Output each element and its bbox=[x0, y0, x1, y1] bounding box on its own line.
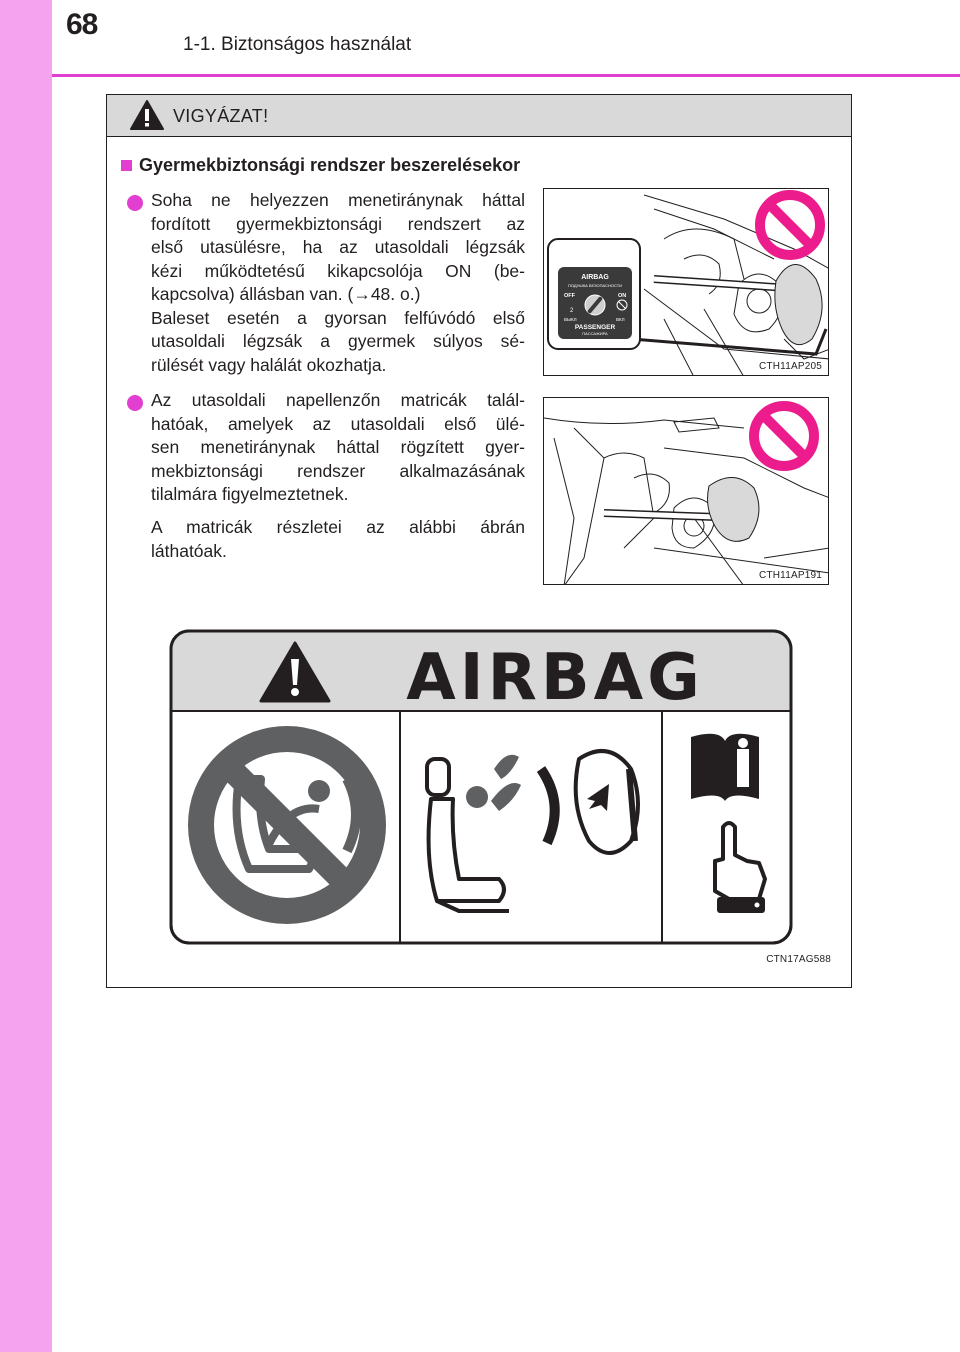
airbag-switch-illustration bbox=[543, 188, 829, 376]
warning-triangle-icon bbox=[129, 99, 165, 131]
image-code: CTN17AG588 bbox=[766, 954, 831, 965]
side-tab-band bbox=[0, 0, 52, 1352]
switch-airbag-label-ru: ПОДУШКА БЕЗОПАСНОСТИ bbox=[567, 283, 623, 288]
text-line: utasoldali légzsák a gyermek súlyos sé- bbox=[151, 331, 525, 351]
text-line: A matricák részletei az alábbi ábrán bbox=[151, 517, 525, 537]
switch-on-label: ON bbox=[618, 293, 627, 299]
switch-number-label: 2 bbox=[570, 308, 574, 314]
bullet-icon bbox=[127, 395, 143, 411]
warning-item-1-text bbox=[151, 189, 525, 377]
text-line: mekbiztonsági rendszer alkalmazásának bbox=[151, 460, 525, 481]
car-interior-visor-drawing bbox=[544, 398, 829, 585]
text-line: tilalmára figyelmeztetnek. bbox=[151, 484, 349, 504]
text-line: láthatóak. bbox=[151, 541, 227, 561]
image-code: CTH11AP205 bbox=[759, 361, 822, 372]
airbag-sticker-drawing bbox=[169, 629, 793, 945]
prohibition-icon bbox=[760, 195, 820, 255]
warning-box bbox=[106, 94, 852, 988]
section-subheading: Gyermekbiztonsági rendszer beszerelésekor bbox=[121, 155, 520, 176]
switch-off-label: OFF bbox=[564, 293, 575, 299]
airbag-sticker bbox=[169, 629, 831, 965]
sticker-title: AIRBAG bbox=[406, 641, 704, 715]
switch-off-ru-label: ВЫКЛ bbox=[564, 317, 577, 322]
section-title: 1-1. Biztonságos használat bbox=[183, 34, 412, 55]
prohibition-icon bbox=[754, 406, 814, 466]
text-line: első utasülésre, ha az utasoldali légzsák bbox=[151, 237, 525, 257]
page-number: 68 bbox=[66, 8, 98, 41]
switch-passenger-label: PASSENGER bbox=[574, 324, 616, 331]
car-interior-switch-drawing bbox=[544, 189, 829, 376]
switch-on-ru-label: ВКЛ bbox=[616, 317, 625, 322]
warning-item-2-text bbox=[151, 389, 525, 507]
text-line: Az utasoldali napellenzőn matricák talál- bbox=[151, 390, 525, 410]
text-line: fordított gyermekbiztonsági rendszert az bbox=[151, 213, 525, 234]
warning-item-2-note bbox=[151, 515, 525, 563]
text-line: sen menetiránynak háttal rögzített gyer- bbox=[151, 437, 525, 457]
switch-airbag-label: AIRBAG bbox=[581, 274, 609, 281]
bullet-icon bbox=[127, 195, 143, 211]
text-line: kézi működtetésű kikapcsolója ON (be- bbox=[151, 260, 525, 281]
text-line: Baleset esetén a gyorsan felfúvódó első bbox=[151, 307, 525, 328]
header-rule bbox=[52, 74, 960, 77]
warning-header bbox=[107, 95, 851, 137]
text-line: rülését vagy halálát okozhatja. bbox=[151, 354, 387, 375]
text-line: Soha ne helyezzen menetiránynak háttal bbox=[151, 190, 525, 210]
text-line: hatóak, amelyek az utasoldali első ülé- bbox=[151, 413, 525, 434]
no-rear-facing-child-seat-icon bbox=[201, 739, 373, 911]
square-bullet-icon bbox=[121, 160, 132, 171]
sun-visor-illustration bbox=[543, 397, 829, 585]
image-code: CTH11AP191 bbox=[759, 570, 822, 581]
switch-passenger-ru-label: ПАССАЖИРА bbox=[582, 331, 608, 336]
warning-title: VIGYÁZAT! bbox=[173, 106, 269, 126]
text-line: kapcsolva) állásban van. (→48. o.) bbox=[151, 284, 421, 304]
